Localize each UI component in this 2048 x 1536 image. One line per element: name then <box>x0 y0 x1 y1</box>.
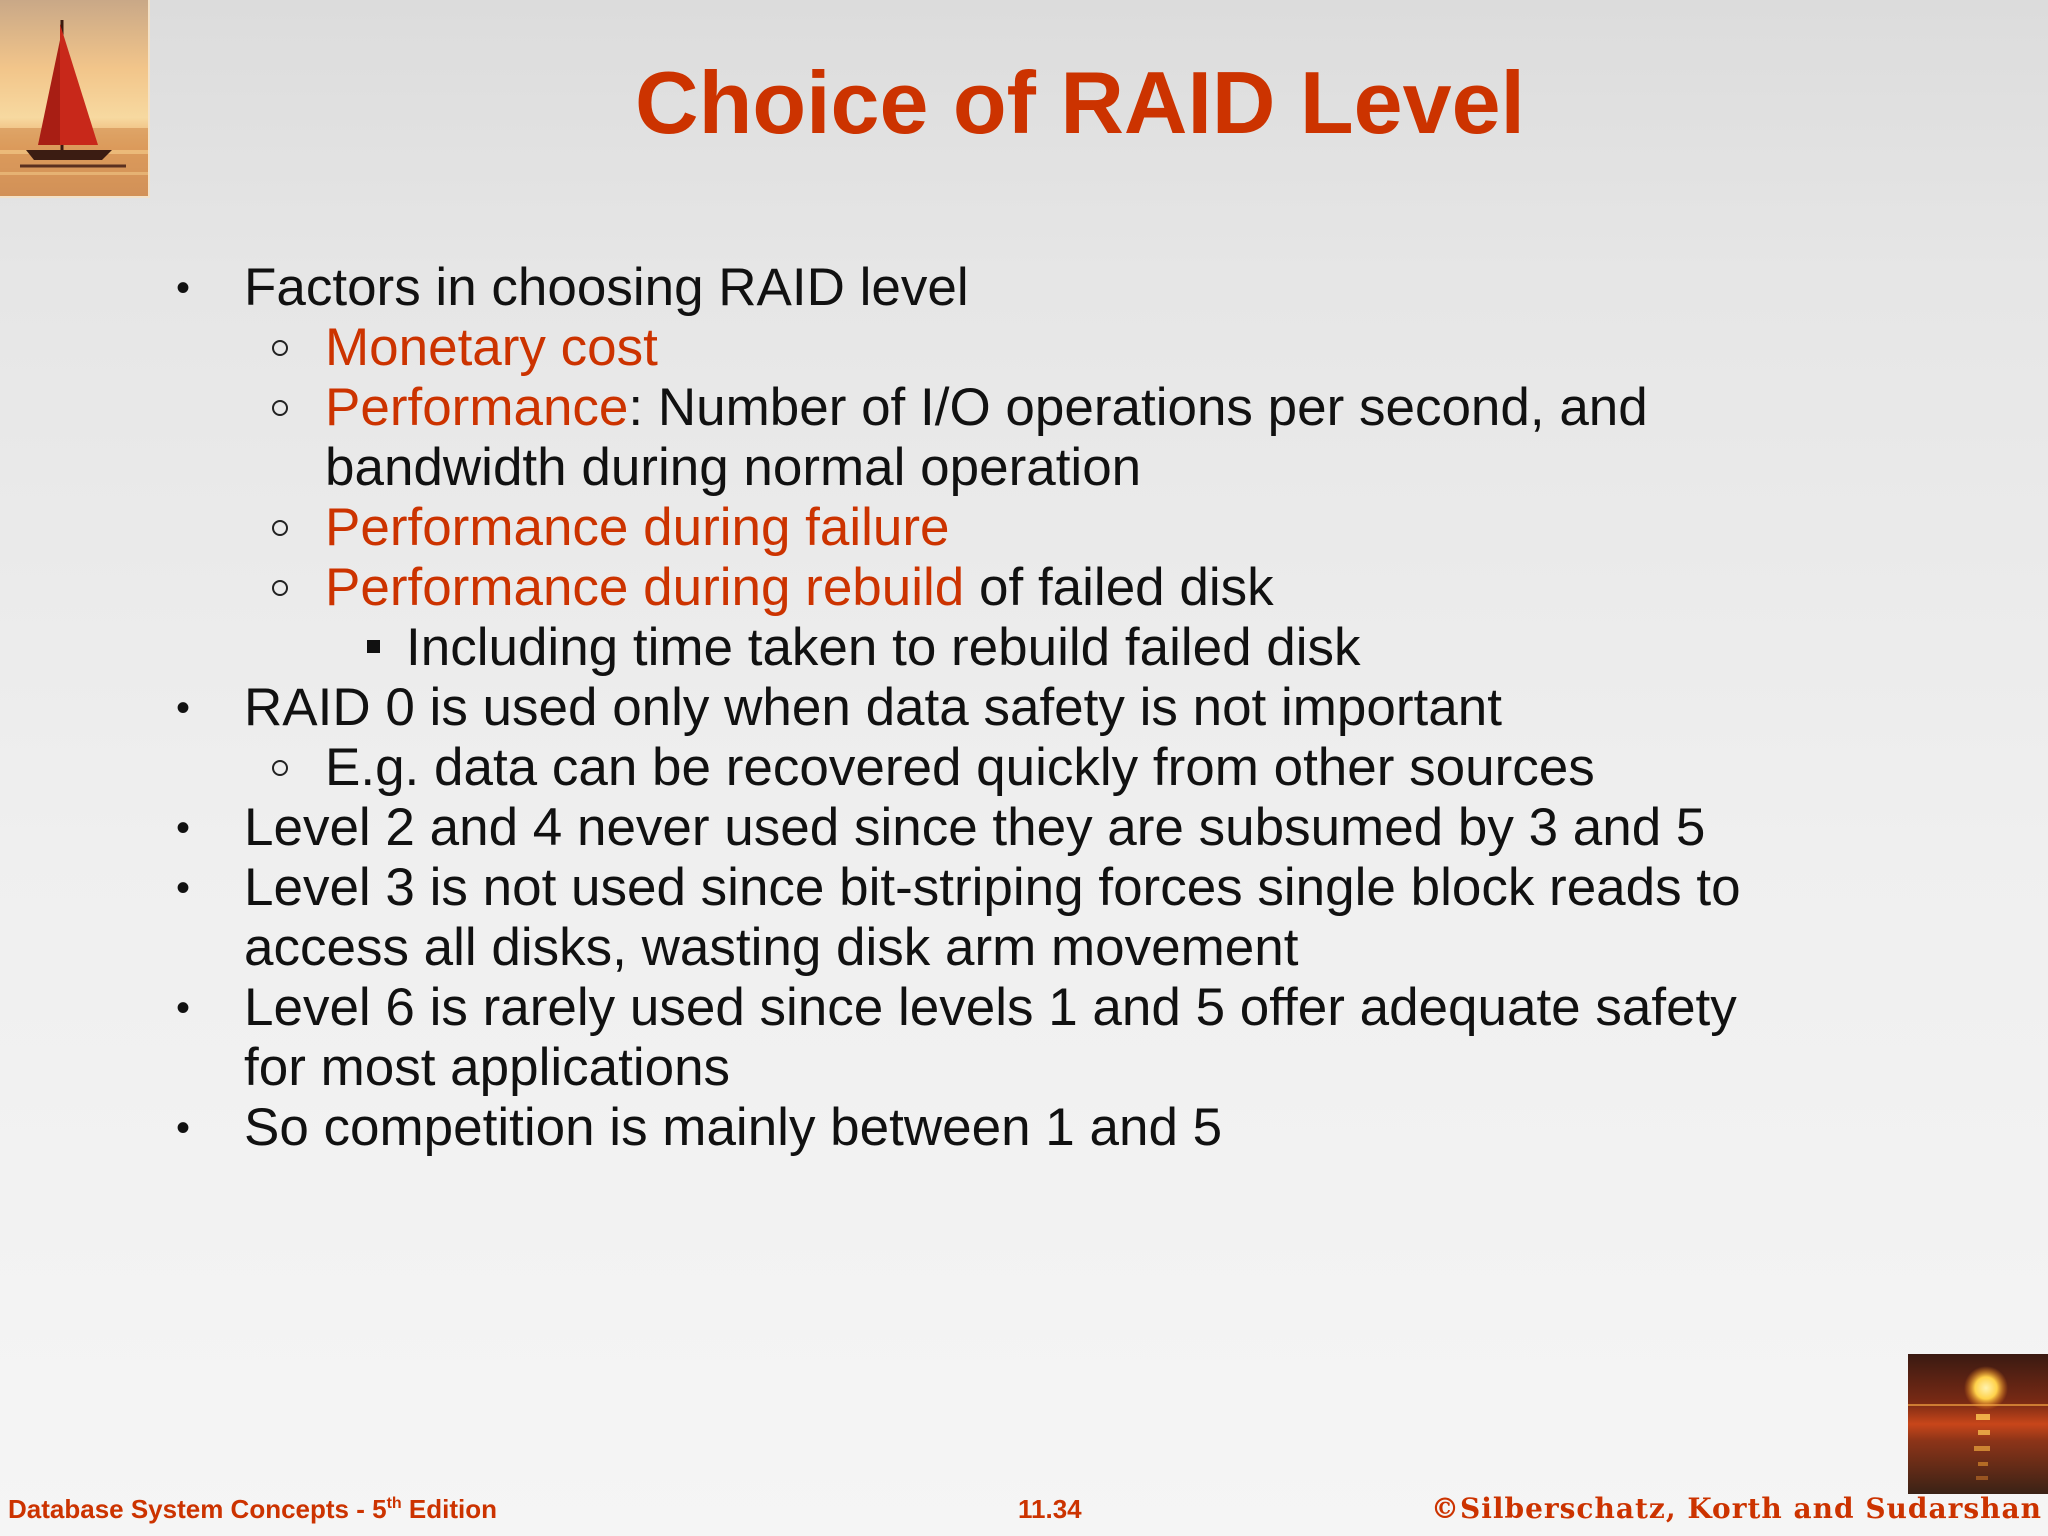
bullet-item <box>244 1098 1222 1158</box>
sailboat-logo <box>0 0 150 198</box>
highlighted-term: Performance during failure <box>325 498 950 557</box>
bullet-icon: • <box>176 266 191 310</box>
bullet-text: Level 6 is rarely used since levels 1 and 5 offer adequate safety <box>244 978 1737 1037</box>
circle-bullet-icon <box>272 760 288 776</box>
bullet-text: So competition is mainly between 1 and 5 <box>244 1098 1223 1157</box>
highlighted-term: Performance <box>325 378 629 437</box>
bullet-icon: • <box>176 986 191 1030</box>
bullet-item <box>325 738 1595 798</box>
bullet-icon: • <box>176 806 191 850</box>
bullet-icon: • <box>176 1106 191 1150</box>
bullet-icon: • <box>176 866 191 910</box>
bullet-item <box>244 858 1741 918</box>
bullet-text: Factors in choosing RAID level <box>244 258 969 317</box>
highlighted-term: Performance during rebuild <box>325 558 965 617</box>
bullet-item-continuation: for most applications <box>244 1038 731 1097</box>
bullet-item <box>325 498 950 558</box>
bullet-item <box>244 798 1705 858</box>
book-title-prefix: Database System Concepts - 5 <box>8 1494 387 1524</box>
book-title <box>8 1492 497 1526</box>
circle-bullet-icon <box>272 400 288 416</box>
bullet-text: E.g. data can be recovered quickly from other sources <box>325 738 1595 797</box>
circle-bullet-icon <box>272 580 288 596</box>
highlighted-term: Monetary cost <box>325 318 658 377</box>
bullet-text: Including time taken to rebuild failed disk <box>406 618 1361 677</box>
bullet-icon: • <box>176 686 191 730</box>
copyright-notice: ©Silberschatz, Korth and Sudarshan <box>1431 1492 2042 1525</box>
bullet-text: Level 3 is not used since bit-striping forces single block reads to <box>244 858 1741 917</box>
bullet-item <box>244 258 969 318</box>
bullet-item-continuation: bandwidth during normal operation <box>325 438 1142 497</box>
slide-title: Choice of RAID Level <box>635 53 1525 152</box>
bullet-text: Level 2 and 4 never used since they are subsumed by 3 and 5 <box>244 798 1706 857</box>
bullet-text: RAID 0 is used only when data safety is not important <box>244 678 1502 737</box>
bullet-item <box>244 978 1737 1038</box>
bullet-item <box>325 318 658 378</box>
circle-bullet-icon <box>272 340 288 356</box>
bullet-text: : Number of I/O operations per second, and <box>628 378 1648 437</box>
square-bullet-icon <box>367 640 380 653</box>
bullet-text: of failed disk <box>964 558 1274 617</box>
page-number: 11.34 <box>1018 1494 1082 1524</box>
bullet-item-continuation: access all disks, wasting disk arm movement <box>244 918 1299 977</box>
book-title-suffix: Edition <box>401 1494 498 1524</box>
bullet-item <box>244 678 1502 738</box>
sunset-logo <box>1908 1354 2048 1494</box>
circle-bullet-icon <box>272 520 288 536</box>
bullet-item <box>406 618 1361 678</box>
bullet-item <box>325 378 1648 438</box>
book-title-superscript: th <box>386 1495 402 1512</box>
bullet-item <box>325 558 1274 618</box>
